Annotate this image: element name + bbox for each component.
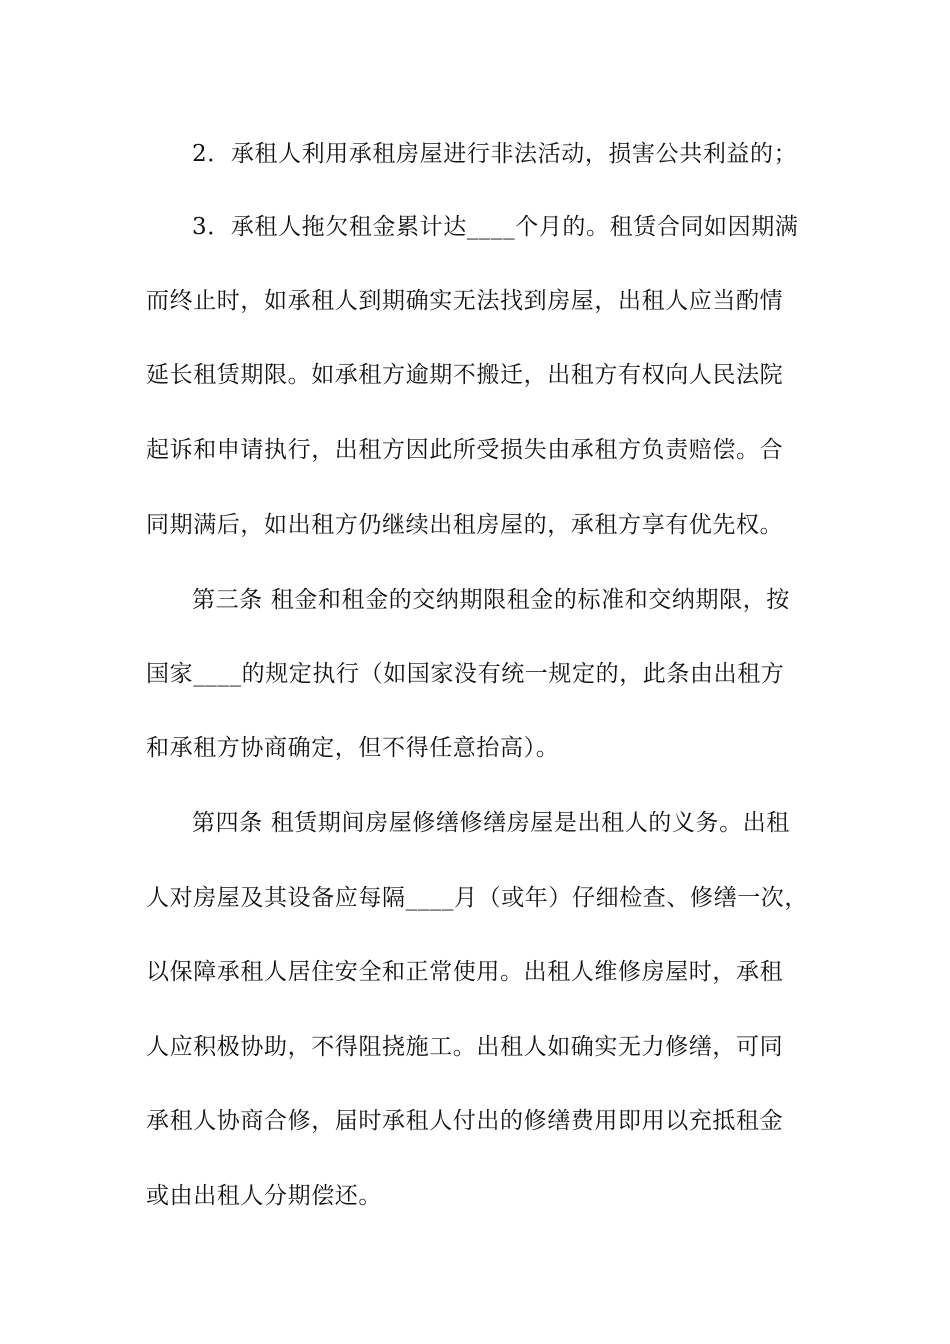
text-line: 而终止时，如承租人到期确实无法找到房屋，出租人应当酌情 [146, 288, 784, 314]
text-line: 国家____的规定执行（如国家没有统一规定的，此条由出租方 [146, 661, 785, 687]
text-line: 延长租赁期限。如承租方逾期不搬迁，出租方有权向人民法院 [146, 362, 784, 388]
text-line-clause-2: 2．承租人利用承租房屋进行非法活动，损害公共利益的； [192, 141, 798, 167]
text-line: 人对房屋及其设备应每隔____月（或年）仔细检查、修缮一次， [146, 885, 808, 911]
text-line-article-3: 第三条 租金和租金的交纳期限租金的标准和交纳期限，按 [192, 587, 790, 613]
text-line-clause-3: 3．承租人拖欠租金累计达____个月的。租赁合同如因期满 [192, 214, 799, 240]
text-line: 人应积极协助，不得阻挠施工。出租人如确实无力修缮，可同 [146, 1034, 784, 1060]
text-line: 和承租方协商确定，但不得任意抬高）。 [146, 735, 560, 761]
text-line: 起诉和申请执行，出租方因此所受损失由承租方负责赔偿。合 [146, 437, 784, 463]
text-line: 或由出租人分期偿还。 [146, 1183, 382, 1209]
text-line-article-4: 第四条 租赁期间房屋修缮修缮房屋是出租人的义务。出租 [192, 810, 790, 836]
text-line: 同期满后，如出租方仍继续出租房屋的，承租方享有优先权。 [146, 512, 784, 538]
text-line: 承租人协商合修，届时承租人付出的修缮费用即用以充抵租金 [146, 1108, 784, 1134]
text-line: 以保障承租人居住安全和正常使用。出租人维修房屋时，承租 [146, 959, 784, 985]
